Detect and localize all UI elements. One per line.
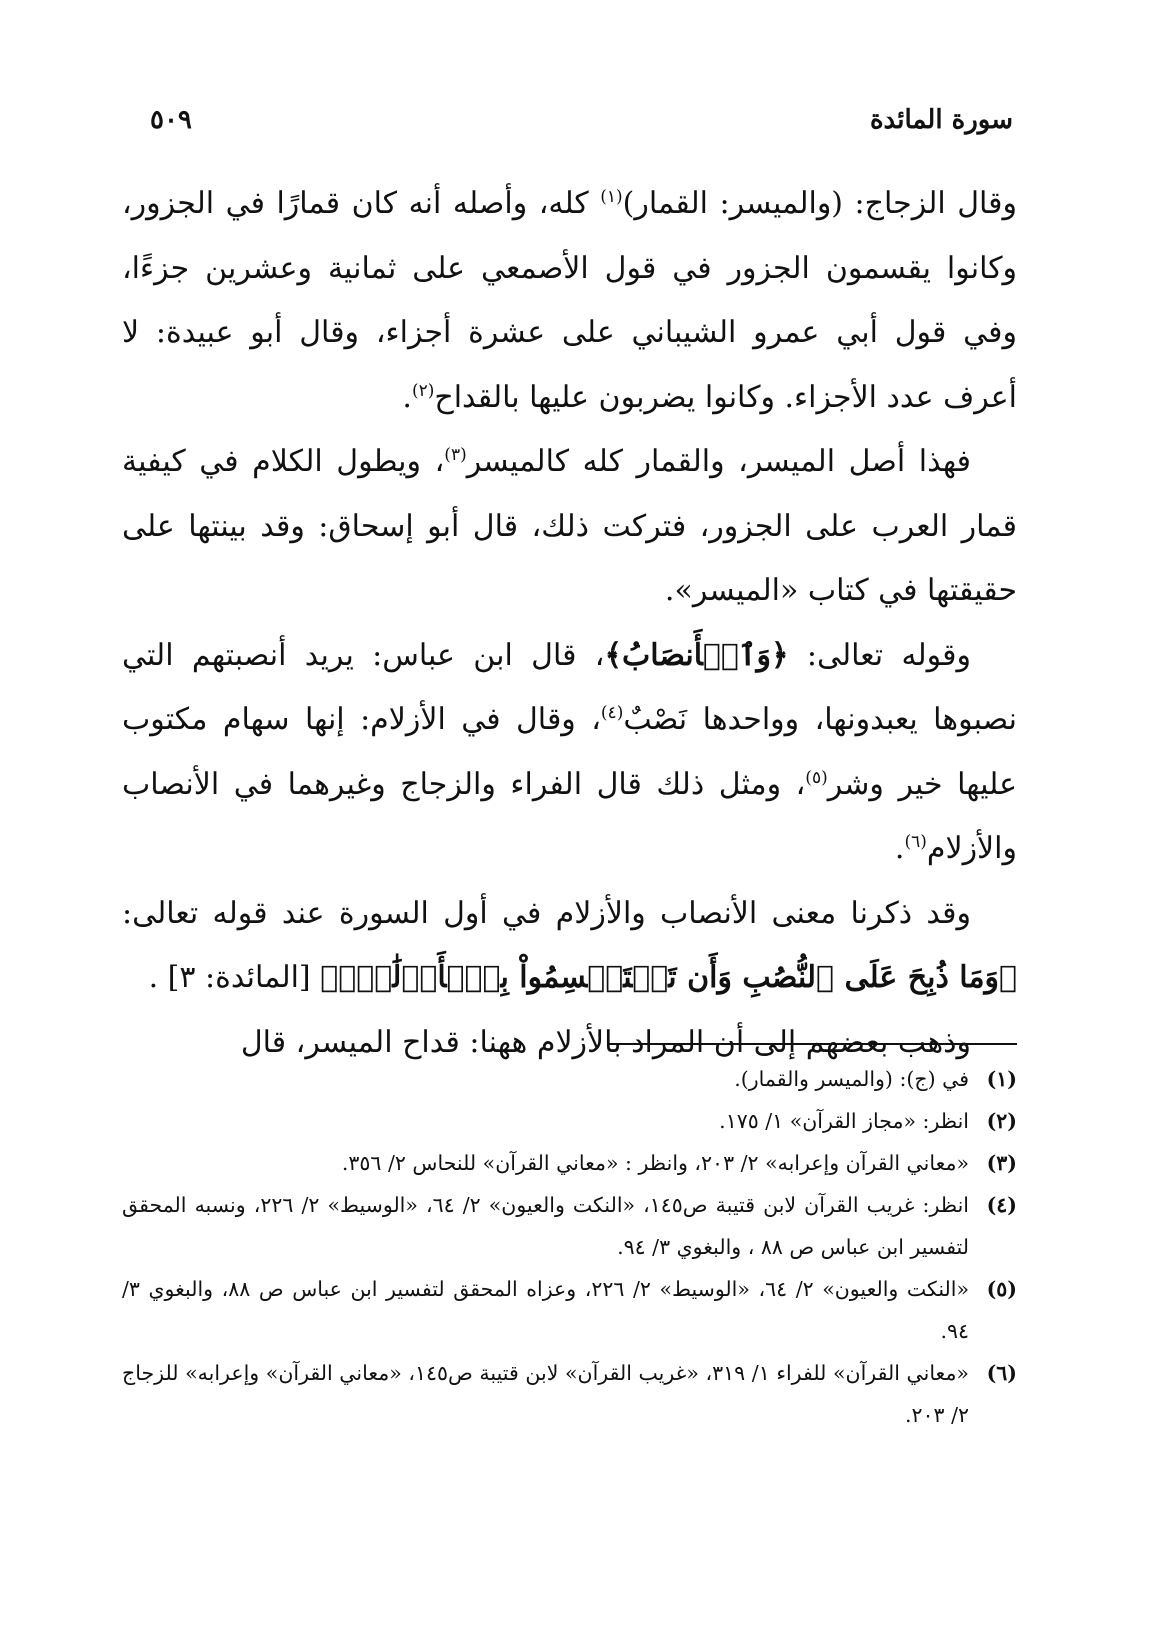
page-header bbox=[150, 100, 1013, 140]
paragraph-2 bbox=[122, 430, 1017, 624]
paragraph-1-text-c: . bbox=[402, 379, 412, 415]
footnotes bbox=[122, 1058, 1017, 1436]
footnote-number: (٦) bbox=[986, 1361, 1017, 1385]
page-number: ٥٠٩ bbox=[150, 105, 192, 135]
footnote bbox=[122, 1184, 1017, 1268]
paragraph-3-text-c: ، وقال في الأزلام: إنها سهام مكتوب عليها خير وشر bbox=[122, 702, 1017, 802]
footnote-ref-4: (٤) bbox=[600, 703, 624, 723]
surah-title: سورة المائدة bbox=[869, 105, 1013, 135]
footnote-text: «معاني القرآن وإعرابه» ٢/ ٢٠٣، وانظر : «معاني القرآن» للنحاس ٢/ ٣٥٦. bbox=[341, 1151, 969, 1175]
footnote-ref-2: (٢) bbox=[411, 380, 435, 401]
footnote bbox=[122, 1268, 1017, 1352]
footnote-ref-3: (٣) bbox=[444, 445, 467, 465]
footnote bbox=[122, 1352, 1017, 1436]
paragraph-4-text-a: وقد ذكرنا معنى الأنصاب والأزلام في أول السورة عند قوله تعالى: bbox=[122, 895, 971, 931]
footnote-text: «النكت والعيون» ٢/ ٦٤، «الوسيط» ٢/ ٢٢٦، وعزاه المحقق لتفسير ابن عباس ص ٨٨، والبغوي ٣/ ٩٤. bbox=[122, 1277, 969, 1343]
footnote-ref-5: (٥) bbox=[805, 767, 828, 788]
footnote-text: انظر: غريب القرآن لابن قتيبة ص١٤٥، «النكت والعيون» ٢/ ٦٤، «الوسيط» ٢/ ٢٢٦، ونسبه المحقق لتفسير ابن عباس ص ٨٨ ، والبغوي ٣/ ٩٤. bbox=[122, 1193, 969, 1259]
footnote bbox=[122, 1142, 1017, 1184]
footnote-divider bbox=[607, 1043, 1017, 1045]
paragraph-3-text-b: ، قال ابن عباس: يريد أنصبتهم التي نصبوها يعبدونها، وواحدها نَصْبٌ bbox=[122, 637, 1018, 737]
footnote-number: (١) bbox=[986, 1067, 1017, 1091]
footnote-text: انظر: «مجاز القرآن» ١/ ١٧٥. bbox=[719, 1109, 969, 1133]
footnote-number: (٤) bbox=[986, 1193, 1017, 1217]
footnote bbox=[122, 1058, 1017, 1100]
paragraph-4 bbox=[122, 882, 1017, 1011]
footnote bbox=[122, 1100, 1017, 1142]
paragraph-3-text-d: ، ومثل ذلك قال الفراء والزجاج وغيرهما في الأنصاب والأزلام bbox=[122, 766, 1017, 866]
footnote-number: (٢) bbox=[986, 1109, 1017, 1133]
paragraph-2-text-a: فهذا أصل الميسر، والقمار كله كالميسر bbox=[466, 444, 971, 479]
paragraph-1 bbox=[122, 172, 1017, 430]
footnote-number: (٣) bbox=[986, 1151, 1017, 1175]
paragraph-3-text-a: وقوله تعالى: bbox=[788, 637, 971, 673]
paragraph-3-text-e: . bbox=[894, 831, 905, 866]
footnote-ref-1: (١) bbox=[600, 187, 623, 207]
paragraph-4-text-b: [المائدة: ٣] . bbox=[148, 960, 321, 995]
paragraph-3 bbox=[122, 624, 1017, 882]
paragraph-5: وذهب بعضهم إلى أن المراد بالأزلام ههنا: قداح الميسر، قال bbox=[240, 1024, 971, 1060]
quran-quote-1: ﴿وَٱلۡأَنصَابُ﴾ bbox=[604, 637, 789, 673]
footnote-text: في (ج): (والميسر والقمار). bbox=[734, 1067, 969, 1091]
quran-quote-2: ﴿وَمَا ذُبِحَ عَلَى ٱلنُّصُبِ وَأَن تَسۡتَقۡسِمُواْ بِٱلۡأَزۡلَٰمِۚ﴾ bbox=[320, 960, 1017, 995]
footnote-ref-6: (٦) bbox=[904, 832, 927, 852]
paragraph-2-text-b: ، ويطول الكلام في كيفية قمار العرب على الجزور، فتركت ذلك، قال أبو إسحاق: وقد بينتها على حقيقتها في كتاب «الميسر». bbox=[122, 444, 1017, 608]
paragraph-1-text-b: كله، وأصله أنه كان قمارًا في الجزور، وكانوا يقسمون الجزور في قول الأصمعي على ثمانية وعشرين جزءًا، وفي قول أبي عمرو الشيباني على عشرة أجزاء، وقال أبو عبيدة: لا أعرف عدد الأجزاء. وكانوا يضربون عليها بالقداح bbox=[122, 186, 1017, 415]
footnote-text: «معاني القرآن» للفراء ١/ ٣١٩، «غريب القرآن» لابن قتيبة ص١٤٥، «معاني القرآن» وإعرابه» للزجاج ٢/ ٢٠٣. bbox=[122, 1361, 969, 1427]
paragraph-1-text-a: وقال الزجاج: (والميسر: القمار) bbox=[622, 186, 1018, 221]
main-text bbox=[122, 172, 1017, 1075]
footnote-number: (٥) bbox=[986, 1277, 1017, 1301]
